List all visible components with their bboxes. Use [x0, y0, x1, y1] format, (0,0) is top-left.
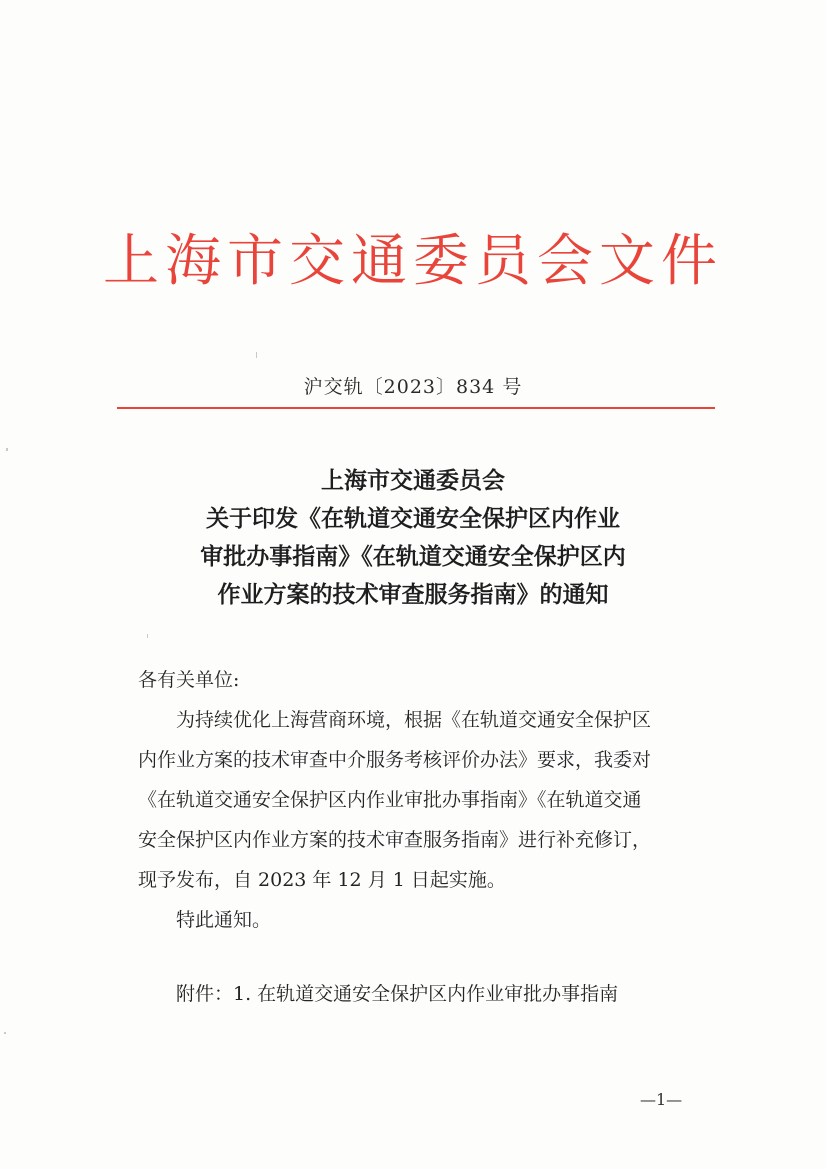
scan-speck [147, 634, 148, 638]
body-line-3: 《在轨道交通安全保护区内作业审批办事指南》《在轨道交通 [138, 789, 642, 811]
notice-title [0, 462, 826, 614]
scan-speck [256, 352, 257, 358]
salutation: 各有关单位: [138, 669, 240, 691]
body-line-2: 内作业方案的技术审查中介服务考核评价办法》要求，我委对 [138, 749, 652, 771]
body-line-4: 安全保护区内作业方案的技术审查服务指南》进行补充修订， [138, 829, 652, 851]
attachment-line: 附件：1. 在轨道交通安全保护区内作业审批办事指南 [176, 983, 619, 1005]
page-number: —1— [640, 1090, 683, 1109]
scan-speck [4, 1032, 6, 1034]
title-line-2: 关于印发《在轨道交通安全保护区内作业 [206, 505, 620, 532]
body-line-5: 现予发布，自 2023 年 12 月 1 日起实施。 [138, 869, 506, 891]
scan-speck [6, 448, 8, 451]
red-separator-line [117, 407, 715, 409]
closing-line: 特此通知。 [176, 909, 272, 931]
body-line-1: 为持续优化上海营商环境，根据《在轨道交通安全保护区 [176, 709, 652, 731]
title-line-4: 作业方案的技术审查服务指南》的通知 [217, 581, 609, 608]
title-line-3: 审批办事指南》《在轨道交通安全保护区内 [200, 543, 626, 570]
masthead-title: 上海市交通委员会文件 [103, 229, 723, 294]
title-line-1: 上海市交通委员会 [321, 467, 505, 494]
notice-body [138, 660, 698, 940]
document-number: 沪交轨〔2023〕834 号 [303, 376, 523, 398]
